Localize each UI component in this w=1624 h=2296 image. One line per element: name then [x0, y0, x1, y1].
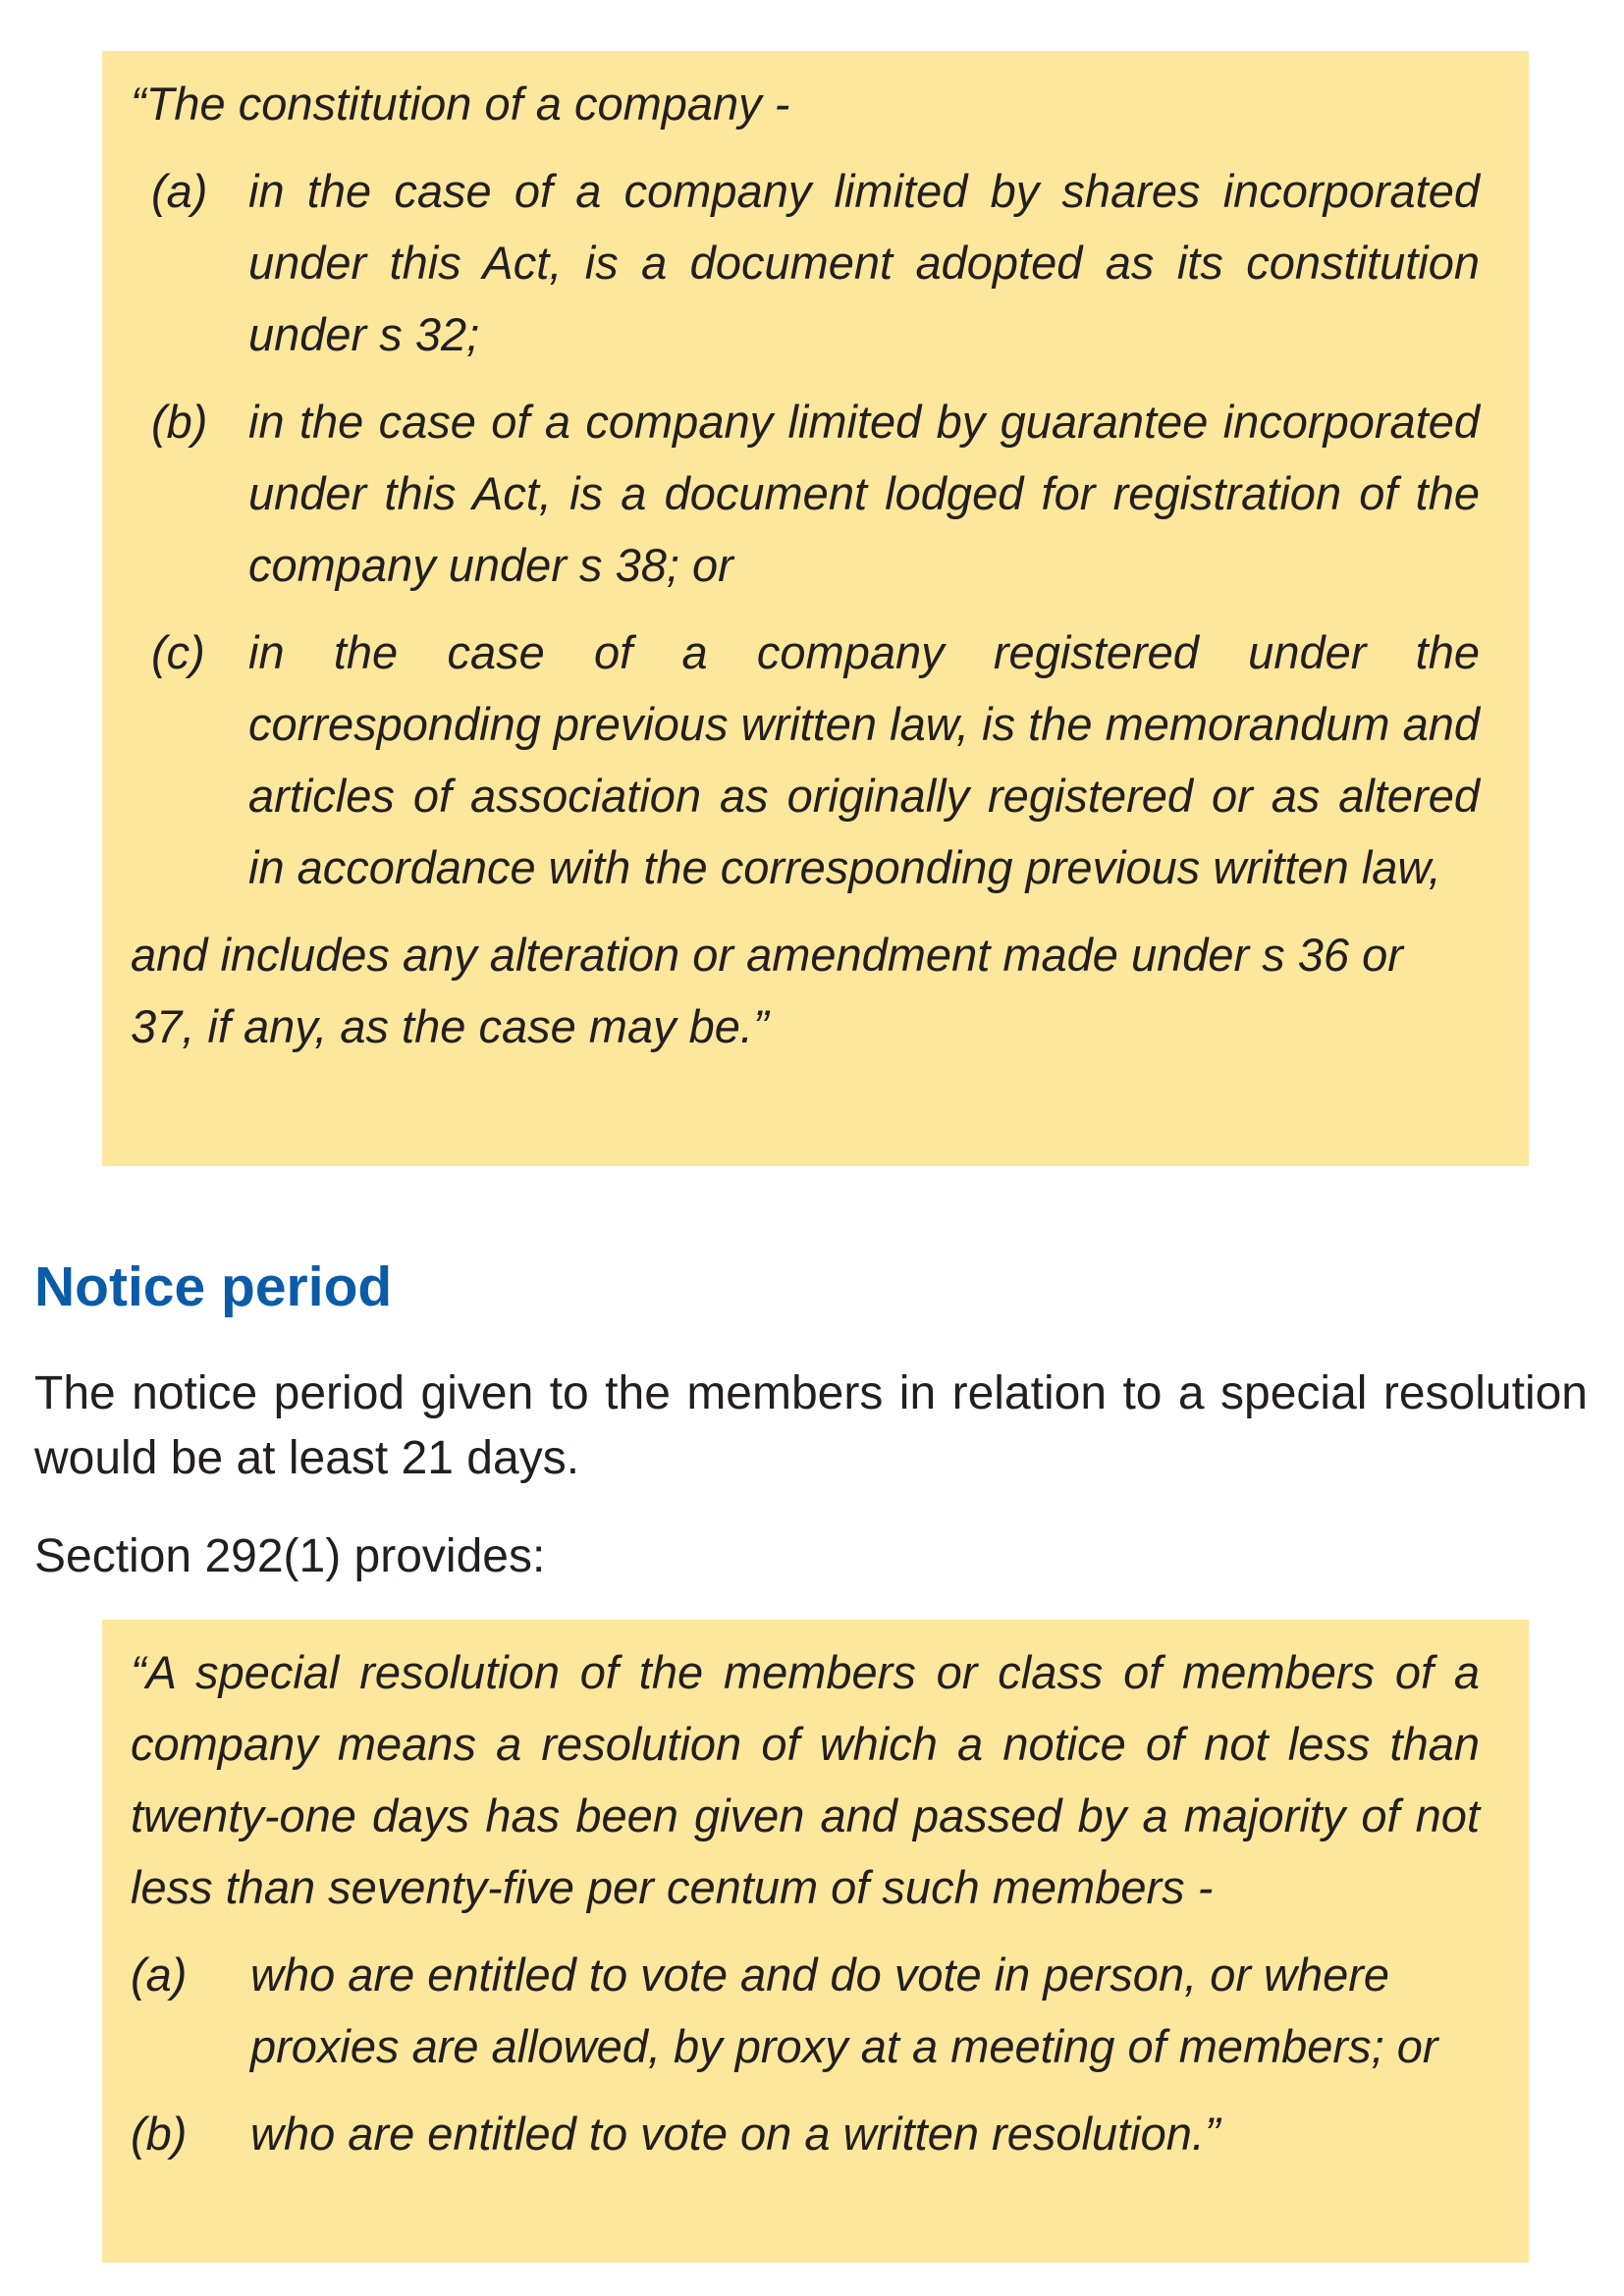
list-item-text: who are entitled to vote on a written resolution.”	[250, 2108, 1220, 2160]
constitution-quote-box	[102, 51, 1529, 1166]
list-item	[131, 616, 1480, 903]
list-item-text: in the case of a company limited by shares incorporated under this Act, is a document adopted as its constitution under s 32;	[248, 165, 1480, 360]
list-item-text: in the case of a company limited by guarantee incorporated under this Act, is a document lodged for registration of the company under s 38; or	[248, 396, 1480, 591]
list-item-text: who are entitled to vote and do vote in person, or where proxies are allowed, by proxy at a meeting of members; or	[250, 1949, 1438, 2072]
list-marker: (a)	[151, 165, 208, 217]
list-marker: (b)	[151, 396, 208, 448]
section-reference: Section 292(1) provides:	[34, 1530, 546, 1582]
quote-intro: “A special resolution of the members or class of members of a company means a resolution of which a notice of not less than twenty-one days has been given and passed by a majority of not less than seventy-five per centum of such members -	[131, 1646, 1480, 1913]
list-marker: (a)	[131, 1949, 188, 2001]
list-item	[131, 1939, 1480, 2082]
quote-closing: and includes any alteration or amendment made under s 36 or 37, if any, as the case may be.”	[131, 929, 1403, 1052]
special-resolution-quote-box	[102, 1620, 1529, 2263]
list-item-text: in the case of a company registered under the corresponding previous written law, is the memorandum and articles of association as originally registered or as altered in accordance with the corresponding previous written law,	[248, 626, 1480, 893]
list-item	[131, 155, 1480, 370]
list-item	[131, 386, 1480, 601]
body-paragraph: The notice period given to the members in relation to a special resolution would be at least 21 days.	[34, 1367, 1588, 1484]
list-marker: (b)	[131, 2108, 188, 2160]
list-item	[131, 2098, 1480, 2169]
quote-intro: “The constitution of a company -	[131, 78, 790, 130]
list-marker: (c)	[151, 626, 205, 678]
section-heading: Notice period	[34, 1255, 393, 1318]
